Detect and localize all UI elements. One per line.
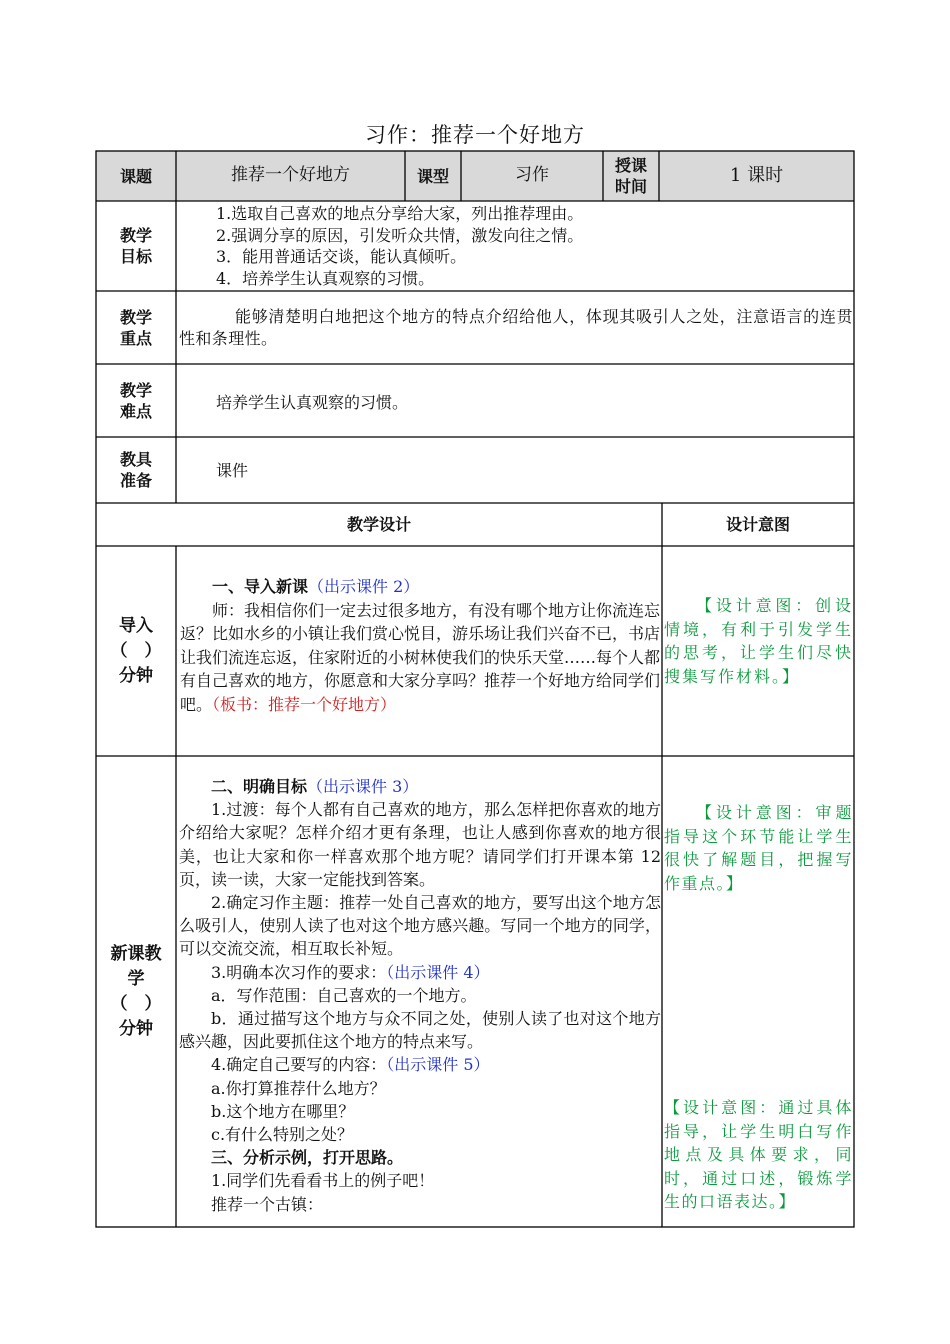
- type-label: 课型: [405, 151, 461, 201]
- goal-item: 1.选取自己喜欢的地点分享给大家，列出推荐理由。: [216, 204, 584, 223]
- analysis-heading: 三、分析示例，打开思路。: [211, 1148, 404, 1168]
- content-heading: 4.确定自己要写的内容：: [211, 1055, 387, 1075]
- newlesson-intent-2: 【设计意图：通过具体指导，让学生明白写作地点及具体要求，同时，通过口述，锻炼学生的口语表达。】: [664, 1098, 853, 1211]
- newlesson-intent-1: 【设计意图：审题指导这个环节能让学生很快了解题目，把握写作重点。】: [664, 803, 853, 893]
- content-question-a: a.你打算推荐什么地方？: [211, 1078, 386, 1098]
- intro-courseware-note: （出示课件 2）: [308, 577, 420, 596]
- intent-header: 设计意图: [725, 515, 790, 534]
- content-question-c: c.有什么特别之处？: [211, 1125, 354, 1145]
- content-courseware-note: （出示课件 5）: [386, 1055, 490, 1075]
- goals-list: [216, 203, 846, 291]
- requirement-heading: 3.明确本次习作的要求：: [211, 962, 387, 982]
- intro-board-note: （板书：推荐一个好地方）: [212, 694, 397, 714]
- requirement-b: b．通过描写这个地方与众不同之处，使别人读了也对这个地方感兴趣，因此要抓住这个地方的特点来写。: [179, 1009, 661, 1052]
- goal-courseware-note: （出示课件 3）: [307, 777, 419, 796]
- requirement-courseware-note: （出示课件 4）: [386, 962, 490, 982]
- difficulty-text: 培养学生认真观察的习惯。: [216, 393, 409, 412]
- example-title: 推荐一个古镇：: [211, 1194, 324, 1214]
- intro-body: 师：我相信你们一定去过很多地方，有没有哪个地方让你流连忘返？比如水乡的小镇让我们赏心悦目，游乐场让我们兴奋不已，书店让我们流连忘返，住家附近的小树林使我们的快乐天堂……每个人都有自己喜欢的地方，你愿意和大家分享吗？推荐一个好地方给同学们吧。: [180, 600, 661, 714]
- prep-label: 教具准备: [119, 450, 152, 490]
- intro-content: [180, 575, 660, 716]
- topic-value: 推荐一个好地方: [176, 151, 405, 201]
- design-header: 教学设计: [346, 515, 411, 534]
- difficulty-label: 教学难点: [119, 380, 152, 421]
- newlesson-label: 新课教学（ ）分钟: [110, 943, 162, 1039]
- time-label: 授课时间: [603, 151, 659, 201]
- content-question-b: b.这个地方在哪里？: [211, 1101, 355, 1121]
- goal-item: 2.强调分享的原因，引发听众共情，激发向往之情。: [216, 225, 584, 245]
- newlesson-content: [179, 775, 661, 1216]
- focus-text: 能够清楚明白地把这个地方的特点介绍给他人，体现其吸引人之处，注意语言的连贯性和条理性。: [179, 307, 853, 348]
- example-intro: 1.同学们先看看书上的例子吧！: [211, 1171, 435, 1191]
- focus-label: 教学重点: [119, 307, 152, 348]
- document-title: 习作：推荐一个好地方: [365, 123, 585, 147]
- theme-paragraph: 2.确定习作主题：推荐一处自己喜欢的地方，要写出这个地方怎么吸引人，使别人读了也对这个地方感兴趣。写同一个地方的同学，可以交流交流，相互取长补短。: [179, 893, 661, 959]
- intro-intent: 【设计意图：创设情境，有利于引发学生的思考，让学生们尽快搜集写作材料。】: [664, 596, 853, 686]
- topic-label: 课题: [96, 151, 176, 201]
- type-value: 习作: [461, 151, 603, 201]
- transition-paragraph: 1.过渡：每个人都有自己喜欢的地方，那么怎样把你喜欢的地方介绍给大家呢？怎样介绍才更有条理，也让人感到你喜欢的地方很美，也让大家和你一样喜欢那个地方呢？请同学们打开课本第 12 页，读一读，大家一定能找到答案。: [179, 800, 661, 889]
- intro-heading: 一、导入新课: [212, 577, 309, 596]
- intro-label: 导入（ ）分钟: [110, 615, 162, 686]
- goal-item: 3．能用普通话交谈，能认真倾听。: [216, 247, 467, 266]
- requirement-a: a．写作范围：自己喜欢的一个地方。: [211, 985, 477, 1005]
- goal-item: 4．培养学生认真观察的习惯。: [216, 268, 435, 288]
- time-value: 1 课时: [659, 151, 854, 201]
- prep-text: 课件: [216, 461, 249, 480]
- goal-heading: 二、明确目标: [211, 777, 308, 796]
- goals-label: 教学目标: [119, 226, 152, 266]
